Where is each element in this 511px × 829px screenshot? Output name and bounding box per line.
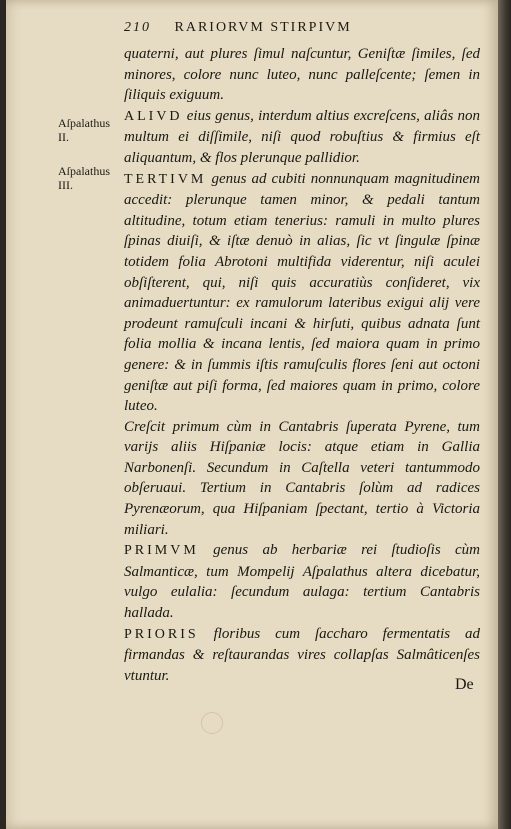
paragraph-text: quaterni, aut plures ſimul naſcuntur, Geniſtæ ſimiles, ſed minores, colore nunc luteo, nunc palleſcente; ſemen in ſiliquis exiguum. [124,46,480,104]
paragraph-text: eius genus, interdum altius excreſcens, aliâs non multum ei diſſimile, niſi quod robuſtius & firmius eſt aliquantum, & flos plerunque pallidior. [124,107,481,166]
paragraph-continuation [124,44,480,106]
paragraph-lead: PRIMVM [124,543,199,559]
paragraph-lead: TERTIVM [124,171,207,187]
paragraph-text: genus ab herbariæ rei ſtudioſis cùm Salmanticæ, tum Mompelij Aſpalathus altera dicebatur, vulgo eulalia: ſecundum aulaga: tertium Cantabris hallada. [124,542,480,622]
paragraph-primum [124,540,480,623]
running-header [124,20,494,36]
margin-note-name: Aſpalathus [58,164,110,178]
paragraph-tertium [124,169,480,417]
book-page [6,0,498,829]
paragraph-lead: PRIORIS [124,626,199,642]
paragraph-text: genus ad cubiti nonnunquam magnitudinem accedit: plerunque tamen minor, & pedali tantum altitudine, totum etiam tenerius: ramuli in multo plures ſpinas diuiſi, & iſtæ denuò in alias, ſic vt ſingulæ ſpinæ totidem folia Abrotoni multifida viderentur, niſi aculei obſiſterent, qui, niſi quis accuratiùs conſideret, vix animaduertuntur: ex ramulorum lateribus exigui alij vere prodeunt ramuſculi incani & hirſuti, quibus adnata ſunt folia mollia & incana lentis, ſed maiora quam in primo genere: & in ſummis iſtis ramuſculis flores ſeni aut octoni geniſtæ aut piſi forma, ſed maiores quam in primo, colore luteo. [124,170,480,415]
paragraph-crescit [124,417,480,541]
book-edge [498,0,511,829]
page-number: 210 [124,20,151,35]
catchword: De [455,676,474,693]
paper-stain [201,712,223,734]
text-block [124,44,480,686]
margin-note-number: III. [58,178,73,192]
paragraph-text: floribus cum ſaccharo fermentatis ad firmandas & reſtaurandas vires collapſas Salmâticenſes vtuntur. [124,625,480,684]
margin-note-number: II. [58,130,69,144]
paragraph-aliud [124,106,480,169]
paragraph-prioris [124,624,480,687]
margin-note-aspalathus-3 [58,164,110,192]
paragraph-text: Creſcit primum cùm in Cantabris ſuperata Pyrene, tum varijs aliis Hiſpaniæ locis: atque etiam in Gallia Narbonenſi. Secundum in Caſtella veteri tantummodo obſeruaui. Tertium in Cantabris ſolùm ad radices Pyrenæorum, qua Hiſpaniam ſpectant, tertio à Victoria miliari. [124,418,480,538]
margin-note-aspalathus-2 [58,116,110,144]
margin-note-name: Aſpalathus [58,116,110,130]
running-title: RARIORVM STIRPIVM [174,20,352,35]
paragraph-lead: ALIVD [124,108,183,124]
